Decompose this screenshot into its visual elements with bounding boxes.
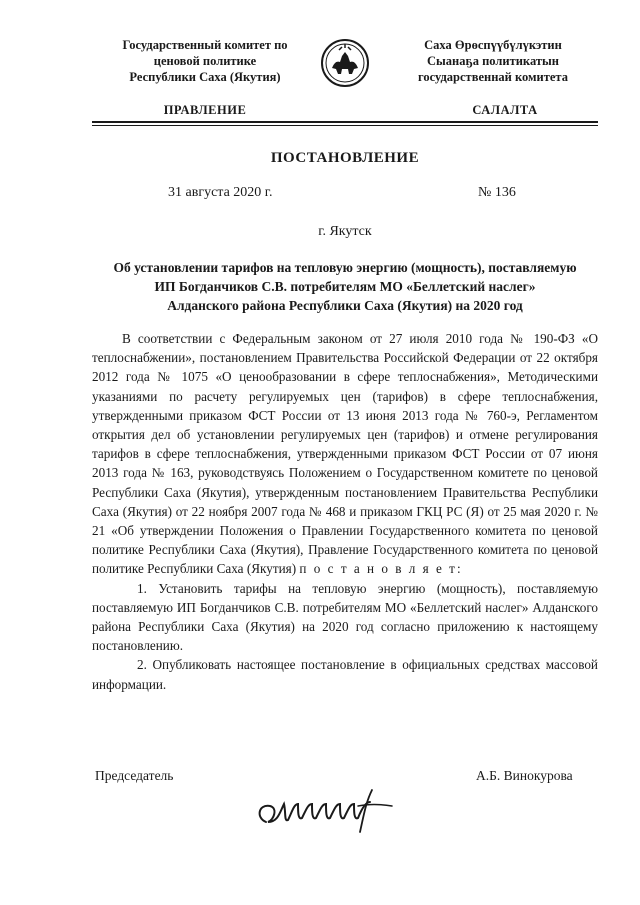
header-left-dept: ПРАВЛЕНИЕ	[163, 103, 247, 117]
subject-line: ИП Богданчиков С.В. потребителям МО «Беллетский наслег»	[154, 279, 536, 294]
sakha-emblem-icon	[320, 38, 370, 88]
header-left-org	[95, 37, 315, 85]
header-left-line: Республики Саха (Якутия)	[129, 70, 281, 84]
header-left-line: Государственный комитет по	[122, 38, 288, 52]
preamble-text: В соответствии с Федеральным законом от 27 июля 2010 года № 190-ФЗ «О теплоснабжении», постановлением Правительства Российской Федерации от 22 октября 2012 года № 1075 «О ценообразовании в сфере теплоснабжения», Методическими указаниями по расчету регулируемых цен (тарифов) в сфере теплоснабжения, утвержденными приказом ФСТ России от 13 июня 2013 года № 760-э, Регламентом открытия дел об установлении регулируемых цен (тарифов) и отмене регулирования тарифов в сфере теплоснабжения, утвержденными приказом ФСТ России от 07 июня 2013 года № 163, руководствуясь Положением о Государственном комитете по ценовой Республики Саха (Якутия), утвержденным постановлением Правительства Республики Саха (Якутия) от 22 ноября 2007 года № 468 и приказом ГКЦ РС (Я) от 25 мая 2020 г. № 21 «Об утверждении Положения о Правлении Государственного комитета по ценовой политике Республики Саха (Якутия), Правление Государственного комитета по ценовой политике Республики Саха (Якутия)	[92, 331, 598, 577]
header-divider	[92, 121, 598, 123]
document-title: ПОСТАНОВЛЕНИЕ	[270, 150, 420, 166]
document-city: г. Якутск	[318, 224, 372, 239]
document-body	[92, 329, 598, 694]
resolution-item-2: 2. Опубликовать настоящее постановление в официальных средствах массовой информации.	[92, 657, 598, 692]
subject-line: Об установлении тарифов на тепловую энергию (мощность), поставляемую	[113, 260, 577, 275]
subject-line: Алданского района Республики Саха (Якутия) на 2020 год	[167, 298, 523, 313]
resolves-text: п о с т а н о в л я е т:	[299, 561, 463, 577]
handwritten-signature	[248, 782, 408, 838]
resolution-item-1: 1. Установить тарифы на тепловую энергию (мощность), поставляемую поставляемую ИП Богданчиков С.В. потребителям МО «Беллетский наслег» Алданского района Республики Саха (Якутия) на 2020 год согласно приложению к настоящему постановлению.	[92, 580, 598, 654]
header-right-org	[388, 37, 598, 85]
document-number: № 136	[478, 185, 516, 200]
preamble-paragraph	[92, 329, 598, 579]
document-date: 31 августа 2020 г.	[168, 185, 273, 200]
header-divider-thin	[92, 125, 598, 126]
signer-name: А.Б. Винокурова	[476, 768, 573, 783]
header-left-line: ценовой политике	[153, 54, 257, 68]
header-right-line: Сыанаҕа политикатын	[427, 54, 559, 68]
header-right-line: государственнай комитета	[418, 70, 568, 84]
header-right-line: Саха Өрөспүүбүлүкэтин	[424, 38, 562, 52]
signer-role: Председатель	[95, 768, 174, 783]
document-subject	[92, 258, 598, 315]
header-right-dept: САЛАЛТА	[472, 103, 538, 117]
